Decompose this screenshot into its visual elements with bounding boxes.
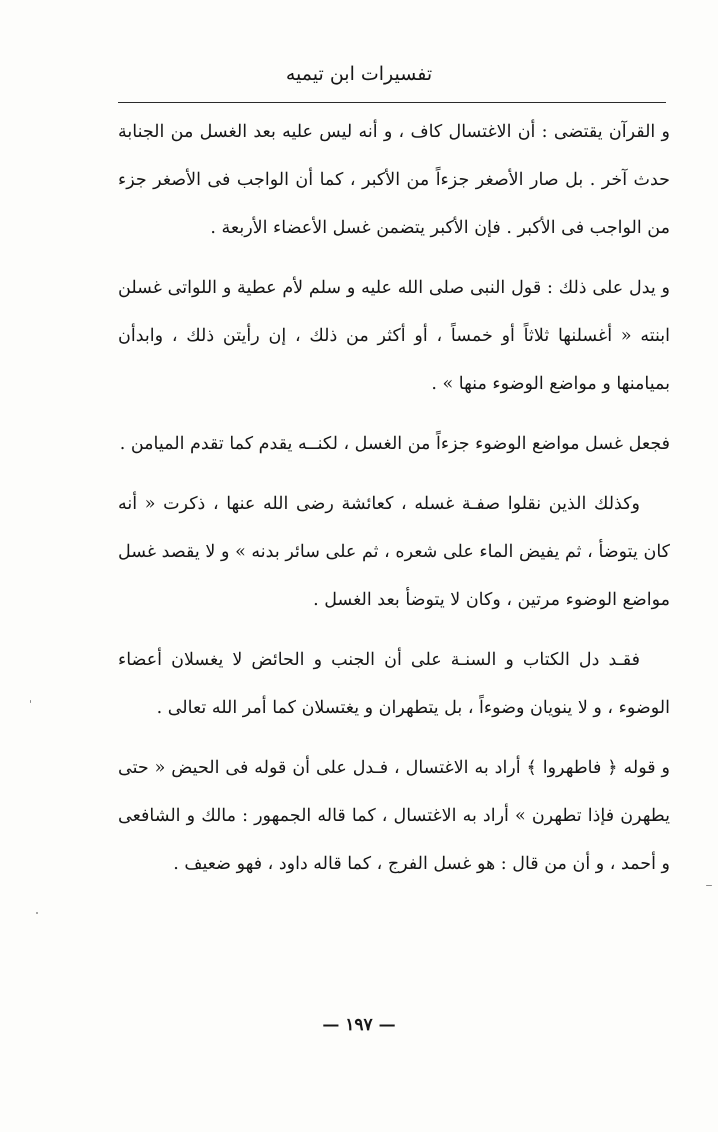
- paragraph-5: فقـد دل الكتاب و السنـة على أن الجنب و الحائض لا يغسلان أعضاء الوضوء ، و لا ينويان وضوءاً ، بل يتطهران و يغتسلان كما أمر الله تعالى .: [118, 650, 670, 718]
- paragraph-4: وكذلك الذين نقلوا صفـة غسله ، كعائشة رضى الله عنها ، ذكرت « أنه كان يتوضأ ، ثم يفيض الماء على شعره ، ثم على سائر بدنه » و لا يقصد غسل مواضع الوضوء مرتين ، وكان لا يتوضأ بعد الغسل .: [118, 494, 670, 610]
- page-number: — ١٩٧ —: [322, 1015, 396, 1035]
- paragraph-6: و قوله ﴿ فاطهروا ﴾ أراد به الاغتسال ، فـدل على أن قوله فى الحيض « حتى يطهرن فإذا تطهرن » أراد به الاغتسال ، كما قاله الجمهور : مالك و الشافعى و أحمد ، و أن من قال : هو غسل الفرج ، كما قاله داود ، فهو ضعيف .: [118, 758, 670, 874]
- header-rule: [118, 102, 666, 103]
- scan-speck: [36, 912, 38, 914]
- paragraph-2: و يدل على ذلك : قول النبى صلى الله عليه و سلم لأم عطية و اللواتى غسلن ابنته « أغسلنها ثلاثاً أو خمساً ، أو أكثر من ذلك ، إن رأيتن ذلك ، وابدأن بميامنها و مواضع الوضوء منها » .: [118, 278, 670, 394]
- running-header-title: تفسيرات ابن تيميه: [285, 63, 433, 85]
- scan-speck: [30, 700, 31, 703]
- paragraph-3: فجعل غسل مواضع الوضوء جزءاً من الغسل ، لكنــه يقدم كما تقدم الميامن .: [119, 434, 670, 454]
- page-body: [118, 108, 670, 888]
- paragraph-1: و القرآن يقتضى : أن الاغتسال كاف ، و أنه ليس عليه بعد الغسل من الجنابة حدث آخر . بل صار الأصغر جزءاً من الأكبر ، كما أن الواجب فى الأصغر جزء من الواجب فى الأكبر . فإن الأكبر يتضمن غسل الأعضاء الأربعة .: [118, 122, 670, 238]
- scan-speck: [706, 885, 712, 886]
